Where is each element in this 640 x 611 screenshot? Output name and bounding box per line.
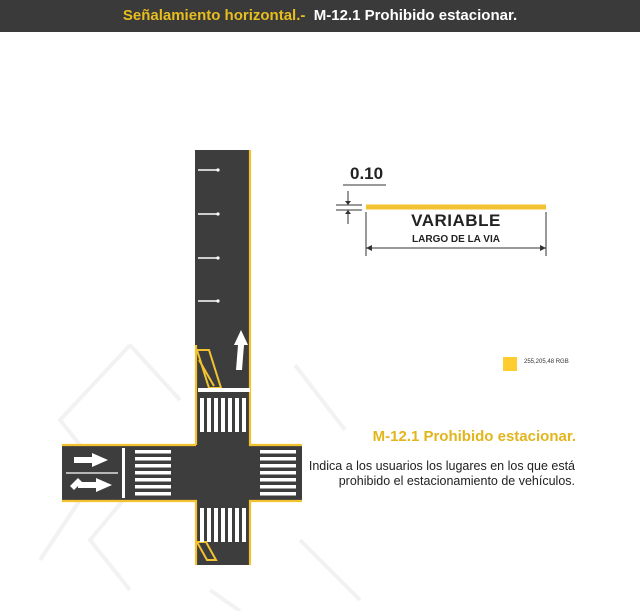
dimension-sublabel: LARGO DE LA VIA: [412, 234, 500, 245]
no-parking-lines: [62, 150, 302, 565]
info-description: Indica a los usuarios los lugares en los que está prohibido el estacionamiento de vehículos.: [308, 459, 575, 488]
color-swatch: [503, 357, 517, 371]
info-title: M-12.1 Prohibido estacionar.: [372, 428, 576, 445]
dimension-label: VARIABLE: [411, 211, 501, 230]
header-title: M-12.1 Prohibido estacionar.: [313, 7, 518, 24]
dimension-value: 0.10: [350, 164, 384, 183]
header-prefix: Señalamiento horizontal.-: [122, 7, 306, 24]
asphalt: [62, 150, 302, 565]
stop-line-top: [198, 388, 250, 392]
color-swatch-label: 255,205,48 RGB: [524, 359, 569, 365]
stop-line-west: [122, 448, 125, 498]
